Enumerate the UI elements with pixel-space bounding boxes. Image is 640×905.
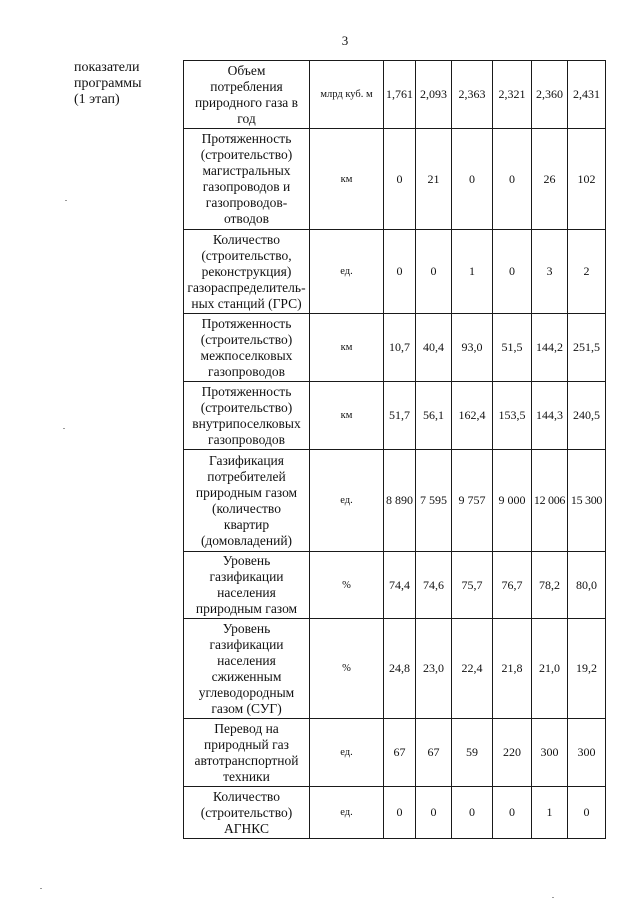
value-cell: 0 [493,230,532,314]
table-row [184,230,606,314]
indicator-name-line: Количество [213,231,280,247]
section-label [74,60,184,108]
value-cell: 80,0 [568,552,606,619]
value-cell: 102 [568,129,606,230]
indicator-name-line: природного газа в [194,94,299,110]
indicator-name-line: газом (СУГ) [211,700,282,716]
unit-cell: км [310,314,384,382]
indicator-name-line: Объем [227,62,266,78]
scan-speck [63,428,65,429]
value-cell: 22,4 [452,619,493,719]
value-cell: 10,7 [384,314,416,382]
table-row [184,719,606,787]
value-cell: 78,2 [532,552,568,619]
indicator-name-line: Уровень [222,620,271,636]
table-row [184,619,606,719]
value-cell: 2,431 [568,61,606,129]
section-label-line: показатели [74,60,140,75]
indicator-name [184,787,310,839]
indicator-name-line: газораспределитель- [187,279,306,295]
indicator-name [184,719,310,787]
value-cell: 24,8 [384,619,416,719]
indicator-name-line: населения [217,585,276,600]
scan-speck [40,888,42,889]
indicator-name-line: автотранспортной [194,752,299,768]
indicator-name-line: природный газ [204,736,289,752]
indicator-name-line: природным газом [195,601,298,616]
indicator-name [184,552,310,619]
unit-cell: % [310,619,384,719]
indicator-name-line: (количество [212,500,281,516]
value-cell: 0 [452,787,493,839]
indicator-name-line: (строительство) [200,147,293,162]
indicator-name-line: Уровень [222,553,271,568]
page-number: 3 [341,33,349,48]
table-row [184,61,606,129]
indicator-name-line: газификации [209,569,284,584]
indicator-name-line: Газификация [209,452,284,468]
unit-cell: ед. [310,230,384,314]
indicator-name-line: потребителей [207,468,286,484]
value-cell: 2,321 [493,61,532,129]
value-cell: 240,5 [568,382,606,450]
indicator-name-line: ных станций (ГРС) [191,295,302,311]
value-cell: 76,7 [493,552,532,619]
indicator-name-line: природным газом [195,484,298,500]
value-cell: 0 [493,787,532,839]
value-cell: 0 [416,230,452,314]
indicator-name-line: Протяженность [201,131,292,146]
value-cell: 93,0 [452,314,493,382]
value-cell: 1 [532,787,568,839]
indicator-name-line: (строительство) [200,804,293,820]
value-cell: 21 [416,129,452,230]
value-cell: 300 [568,719,606,787]
value-cell: 9 000 [493,450,532,552]
indicator-name-line: техники [223,768,270,784]
value-cell: 0 [452,129,493,230]
value-cell: 2,360 [532,61,568,129]
value-cell: 8 890 [384,450,416,552]
value-cell: 220 [493,719,532,787]
value-cell: 9 757 [452,450,493,552]
value-cell: 251,5 [568,314,606,382]
unit-cell: км [310,382,384,450]
value-cell: 153,5 [493,382,532,450]
indicator-name-line: (строительство) [200,399,293,415]
indicator-name-line: населения [217,652,276,668]
indicator-name-line: АГНКС [224,820,269,836]
unit-cell: % [310,552,384,619]
value-cell: 162,4 [452,382,493,450]
value-cell: 19,2 [568,619,606,719]
indicator-name-line: реконструкция) [201,263,292,279]
value-cell: 51,7 [384,382,416,450]
value-cell: 300 [532,719,568,787]
value-cell: 75,7 [452,552,493,619]
indicator-name-line: Количество [213,788,280,804]
unit-cell: ед. [310,719,384,787]
indicator-name-line: газопроводов- [205,195,288,210]
value-cell: 0 [493,129,532,230]
indicator-name-line: (строительство, [201,247,292,263]
indicator-name-line: магистральных [202,163,291,178]
value-cell: 0 [384,129,416,230]
unit-cell: ед. [310,787,384,839]
table-row [184,314,606,382]
value-cell: 2,363 [452,61,493,129]
indicator-name-line: газопроводов и [202,179,291,194]
value-cell: 59 [452,719,493,787]
value-cell: 2 [568,230,606,314]
value-cell: 3 [532,230,568,314]
table-row [184,450,606,552]
table-row [184,552,606,619]
table-row [184,382,606,450]
indicator-name-line: Перевод на [214,720,279,736]
indicator-name [184,61,310,129]
unit-cell: км [310,129,384,230]
indicator-name-line: квартир [223,516,270,532]
indicator-name-line: сжиженным [211,668,282,684]
value-cell: 1,761 [384,61,416,129]
unit-cell: млрд куб. м [310,61,384,129]
indicator-name-line: потребления [210,78,283,94]
indicator-name-line: газопроводов [208,431,285,447]
indicator-name-line: Протяженность [201,315,292,331]
value-cell: 21,8 [493,619,532,719]
value-cell: 26 [532,129,568,230]
value-cell: 7 595 [416,450,452,552]
value-cell: 15 300 [568,450,606,552]
unit-cell: ед. [310,450,384,552]
indicator-name [184,382,310,450]
indicator-name [184,314,310,382]
table-row [184,787,606,839]
value-cell: 51,5 [493,314,532,382]
indicator-name-line: (домовладений) [200,532,293,548]
indicator-name [184,619,310,719]
indicator-name-line: Протяженность [201,383,292,399]
indicator-name-line: газификации [209,636,284,652]
indicator-name-line: газопроводов [208,363,285,379]
scan-speck [65,200,67,201]
table-row [184,129,606,230]
indicator-name-line: год [237,110,256,126]
value-cell: 2,093 [416,61,452,129]
value-cell: 21,0 [532,619,568,719]
indicator-name-line: углеводородным [198,684,295,700]
indicator-name [184,450,310,552]
value-cell: 144,2 [532,314,568,382]
indicator-name-line: отводов [223,211,270,226]
value-cell: 0 [416,787,452,839]
value-cell: 12 006 [532,450,568,552]
value-cell: 56,1 [416,382,452,450]
value-cell: 1 [452,230,493,314]
value-cell: 23,0 [416,619,452,719]
section-label-line: программы [74,76,142,91]
value-cell: 74,4 [384,552,416,619]
value-cell: 67 [384,719,416,787]
value-cell: 144,3 [532,382,568,450]
value-cell: 0 [384,230,416,314]
indicator-name [184,230,310,314]
indicator-name-line: (строительство) [200,331,293,347]
value-cell: 0 [568,787,606,839]
indicators-table [183,60,606,839]
indicator-name-line: внутрипоселковых [192,415,301,431]
value-cell: 40,4 [416,314,452,382]
value-cell: 74,6 [416,552,452,619]
indicator-name [184,129,310,230]
section-label-line: (1 этап) [74,92,120,107]
indicator-name-line: межпоселковых [200,347,293,363]
value-cell: 0 [384,787,416,839]
value-cell: 67 [416,719,452,787]
scan-speck [552,897,554,898]
